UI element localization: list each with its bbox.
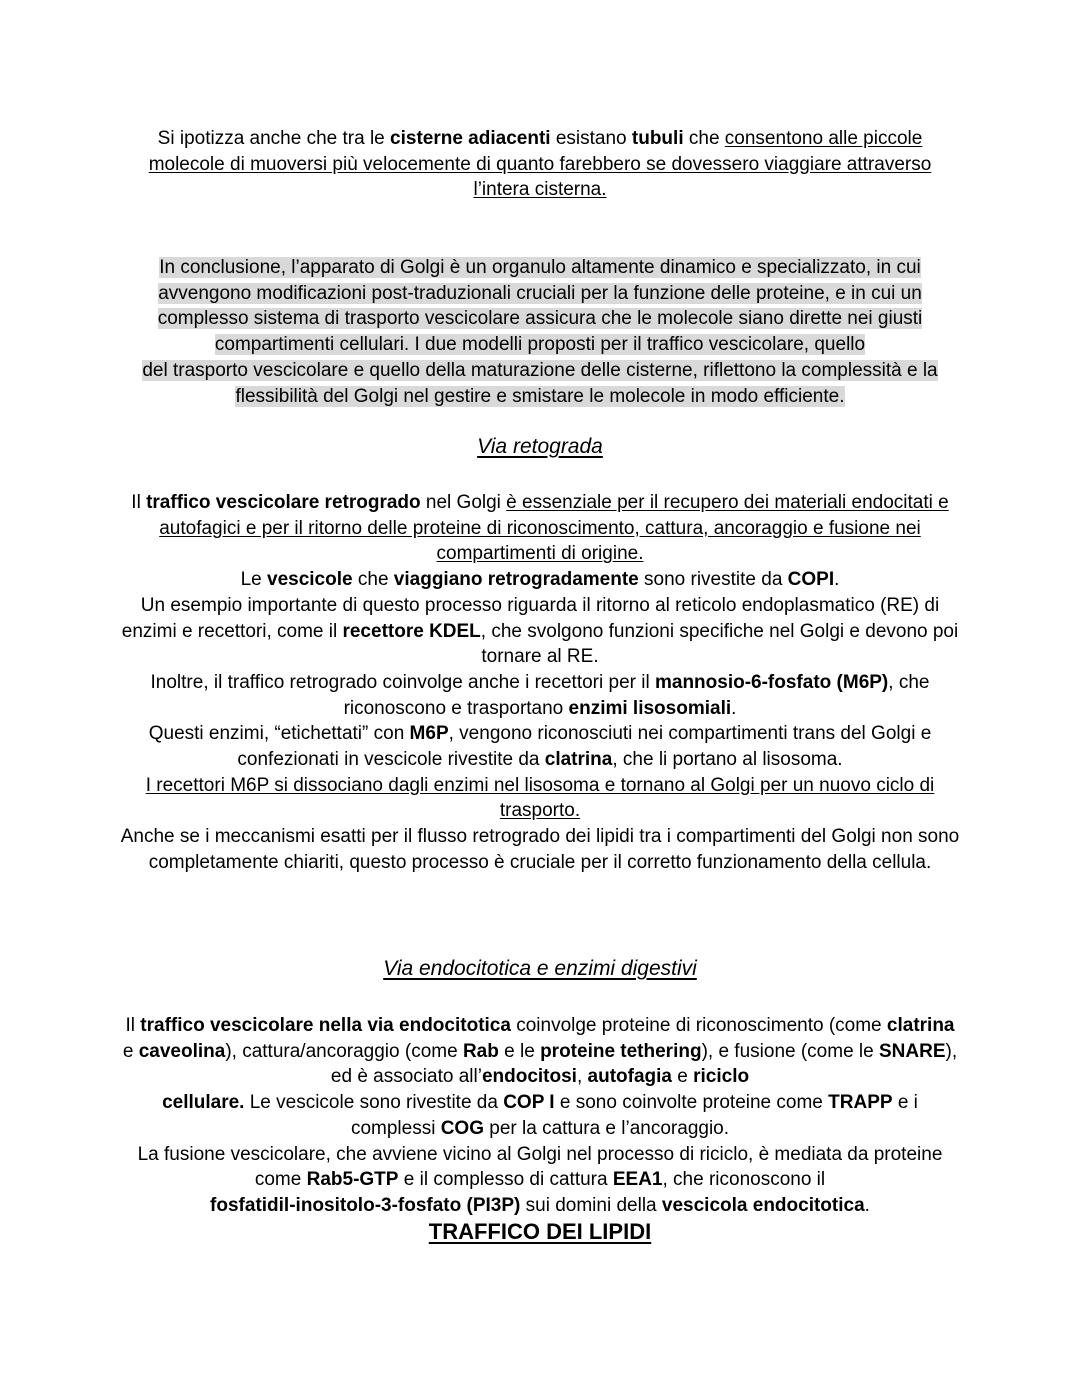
text: Anche se i meccanismi esatti per il flusso retrogrado dei lipidi tra i compartimenti del Golgi non sono completamente chiariti, questo processo è cruciale per il corretto funzionamento della cellula.: [120, 826, 960, 873]
text: , che li portano al lisosoma.: [612, 749, 843, 771]
highlighted-text: del trasporto vescicolare e quello della maturazione delle cisterne, riflettono la complessità e la flessibilità del Golgi nel gestire e smistare le molecole in modo efficiente.: [142, 359, 938, 407]
text: Un esempio importante di questo processo riguarda il ritorno al reticolo endoplasmatico (RE) di enzimi e recettori, come il: [121, 594, 940, 642]
bold-term: COP I: [503, 1092, 555, 1114]
text: Le: [240, 569, 268, 591]
bold-term: SNARE: [879, 1040, 946, 1062]
bold-term: traffico vescicolare nella via endocitotica: [140, 1015, 511, 1036]
text: , vengono riconosciuti nei compartimenti trans del Golgi e confezionati in vescicole rivestite da: [237, 723, 932, 771]
text: Questi enzimi, “etichettati” con: [148, 723, 410, 745]
underlined-text: consentono alle piccole molecole di muoversi più velocemente di quanto farebbero se dovessero viaggiare attraverso l’intera cisterna.: [148, 128, 932, 201]
text: e il complesso di cattura: [398, 1169, 613, 1191]
bold-term: Rab: [462, 1040, 499, 1062]
bold-term: riciclo: [693, 1066, 750, 1088]
text: , che riconoscono e trasportano: [343, 671, 930, 719]
paragraph-retrograda: [120, 490, 960, 876]
heading-traffico-dei-lipidi: TRAFFICO DEI LIPIDI: [428, 1219, 652, 1244]
bold-term: enzimi lisosomiali: [568, 697, 732, 719]
bold-term: COG: [440, 1117, 484, 1139]
bold-term: EEA1: [612, 1169, 663, 1191]
text: ,: [576, 1066, 588, 1088]
text: Le vescicole sono rivestite da: [244, 1092, 504, 1114]
bold-term: viaggiano retrogradamente: [393, 569, 639, 591]
bold-term: Rab5-GTP: [306, 1169, 399, 1191]
bold-term: clatrina: [544, 749, 613, 771]
text: e i complessi: [350, 1092, 918, 1139]
text: sono rivestite da: [638, 569, 788, 591]
text: Il: [131, 492, 147, 513]
heading-via-retrograda: Via retograda: [477, 435, 603, 458]
text: per la cattura e l’ancoraggio.: [483, 1117, 730, 1139]
text: coinvolge proteine di riconoscimento (come: [510, 1015, 887, 1036]
bold-term: vescicola endocitotica: [661, 1194, 865, 1216]
bold-term: tubuli: [631, 128, 684, 149]
bold-term: COPI: [787, 569, 835, 591]
text: sui domini della: [520, 1194, 662, 1216]
text: , che riconoscono il: [662, 1169, 826, 1191]
text: e le: [498, 1040, 541, 1062]
text: Inoltre, il traffico retrogrado coinvolge anche i recettori per il: [150, 671, 655, 693]
text: che: [352, 569, 394, 591]
text: e: [122, 1040, 139, 1062]
underlined-text: è essenziale per il recupero dei materiali endocitati e autofagici e per il ritorno delle proteine di riconoscimento, cattura, ancoraggio e fusione nei compartimenti di origine.: [159, 492, 949, 565]
text: La fusione vescicolare, che avviene vicino al Golgi nel processo di riciclo, è mediata da proteine come: [137, 1143, 943, 1191]
text: che: [683, 128, 725, 149]
text: nel Golgi: [420, 492, 507, 513]
text: esistano: [550, 128, 632, 149]
bold-term: recettore KDEL: [342, 620, 481, 642]
bold-term: fosfatidil-inositolo-3-fosfato (PI3P): [210, 1194, 521, 1216]
text: .: [864, 1194, 870, 1216]
text: .: [731, 697, 737, 719]
underlined-text: I recettori M6P si dissociano dagli enzimi nel lisosoma e tornano al Golgi per un nuovo ciclo di trasporto.: [145, 774, 935, 822]
paragraph-endocitotica: [120, 1013, 960, 1219]
bold-term: vescicole: [267, 569, 353, 591]
text: ), ed è associato all’: [330, 1040, 958, 1088]
bold-term: autofagia: [587, 1066, 672, 1088]
text: .: [834, 569, 840, 591]
text: Il: [125, 1015, 141, 1036]
bold-term: mannosio-6-fosfato (M6P): [654, 671, 889, 693]
text: ), e fusione (come le: [701, 1040, 879, 1062]
bold-term: TRAPP: [828, 1092, 893, 1114]
text: ), cattura/ancoraggio (come: [225, 1040, 463, 1062]
heading-via-endocitotica: Via endocitotica e enzimi digestivi: [383, 957, 697, 980]
paragraph-conclusion: [120, 255, 960, 409]
bold-term: proteine tethering: [540, 1040, 702, 1062]
bold-term: traffico vescicolare retrogrado: [146, 492, 421, 513]
text: , che svolgono funzioni specifiche nel Golgi e devono poi tornare al RE.: [480, 620, 959, 668]
bold-term: caveolina: [138, 1040, 226, 1062]
bold-term: cisterne adiacenti: [390, 128, 551, 149]
text: e: [671, 1066, 694, 1088]
bold-term: M6P: [409, 723, 449, 745]
bold-term: endocitosi: [481, 1066, 577, 1088]
bold-term: cellulare.: [162, 1092, 245, 1114]
text: e sono coinvolte proteine come: [554, 1092, 829, 1114]
highlighted-text: In conclusione, l’apparato di Golgi è un organulo altamente dinamico e specializzato, in cui avvengono modificazioni post-traduzionali cruciali per la funzione delle proteine, e in cui un complesso sistema di trasporto vescicolare assicura che le molecole siano dirette nei giusti compartimenti cellulari. I due modelli proposti per il traffico vescicolare, quello: [157, 257, 923, 356]
bold-term: clatrina: [886, 1015, 955, 1036]
paragraph-tubuli: [120, 126, 960, 203]
text: Si ipotizza anche che tra le: [157, 128, 391, 149]
